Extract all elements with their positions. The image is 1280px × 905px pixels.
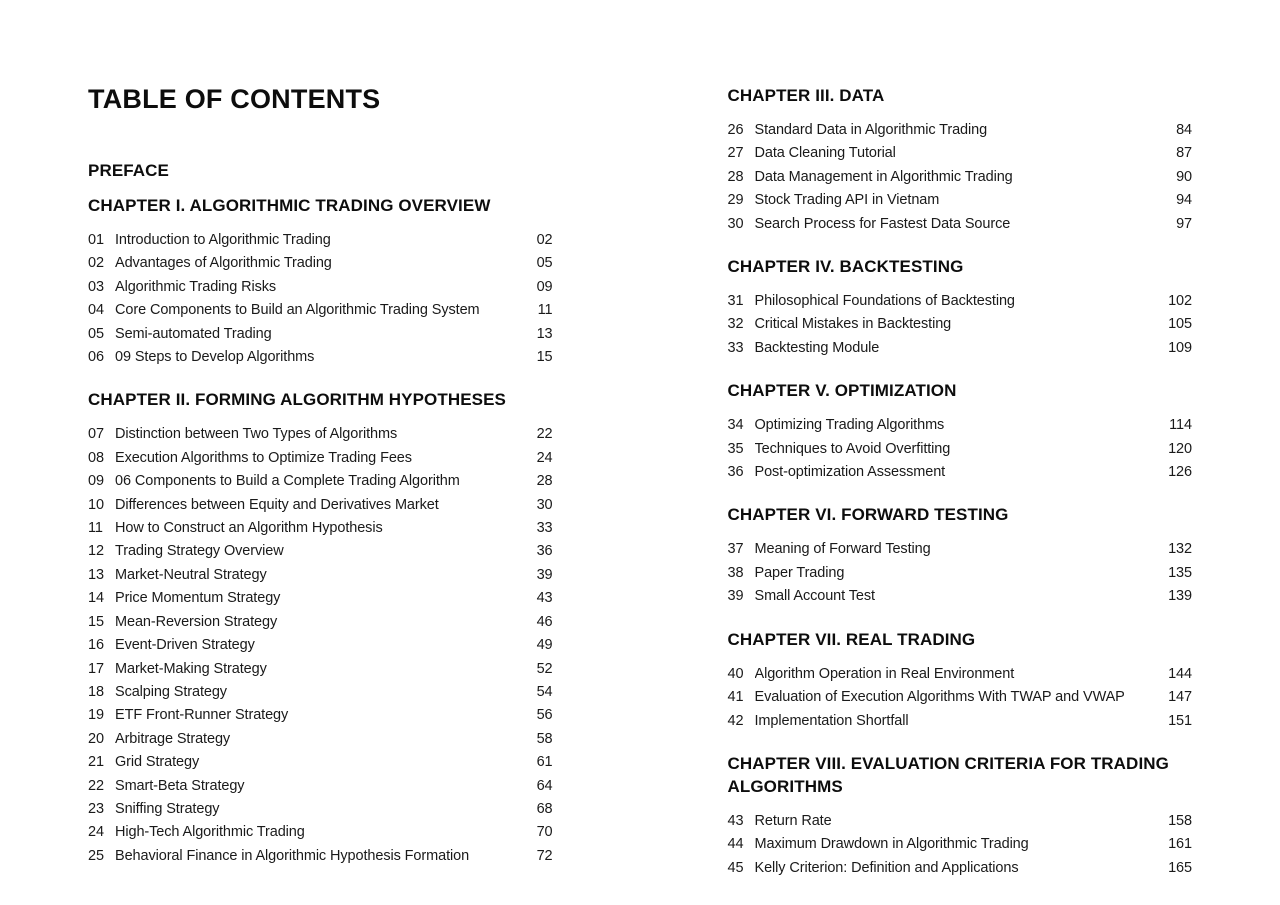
toc-entry: [728, 710, 1193, 733]
entry-title: Price Momentum Strategy: [115, 590, 281, 607]
entry-title: Post-optimization Assessment: [754, 464, 946, 481]
page-title: TABLE OF CONTENTS: [88, 84, 381, 114]
entry-list: [728, 414, 1193, 484]
entry-page: 158: [1168, 812, 1192, 829]
entry-list: [728, 119, 1193, 236]
entry-page: 126: [1168, 464, 1192, 481]
entry-title: Philosophical Foundations of Backtesting: [754, 293, 1015, 310]
entry-list: [728, 290, 1193, 360]
toc-entry: [728, 337, 1193, 360]
toc-entry: [728, 414, 1193, 437]
entry-list: [88, 423, 553, 868]
section-heading: CHAPTER VII. REAL TRADING: [727, 629, 976, 649]
entry-number: 04: [88, 302, 104, 319]
toc-sections-right: [728, 84, 1193, 899]
toc-entry: [728, 119, 1193, 142]
entry-page: 132: [1168, 541, 1192, 558]
entry-number: 02: [88, 255, 104, 272]
entry-title: Meaning of Forward Testing: [754, 541, 931, 558]
entry-number: 45: [727, 859, 744, 876]
entry-page: 70: [536, 824, 553, 841]
section-heading: PREFACE: [88, 161, 169, 180]
entry-page: 24: [536, 449, 553, 466]
toc-entry: [728, 810, 1193, 833]
entry-title: High-Tech Algorithmic Trading: [115, 824, 305, 841]
toc-entry: [88, 276, 553, 299]
entry-number: 30: [727, 215, 744, 232]
toc-entry: [88, 658, 553, 681]
toc-section: [88, 194, 553, 369]
entry-title: Market-Neutral Strategy: [115, 566, 267, 583]
toc-entry: [88, 587, 553, 610]
entry-number: 20: [88, 730, 104, 747]
entry-title: Trading Strategy Overview: [115, 543, 284, 560]
entry-page: 46: [536, 613, 553, 630]
entry-page: 94: [1176, 192, 1192, 209]
entry-page: 02: [536, 232, 553, 248]
entry-number: 40: [727, 665, 744, 682]
toc-entry: [88, 494, 553, 517]
entry-page: 30: [536, 496, 553, 513]
entry-number: 17: [88, 660, 104, 677]
toc-section: [728, 752, 1193, 880]
entry-number: 10: [88, 496, 104, 513]
entry-number: 09: [88, 473, 104, 490]
entry-number: 03: [88, 278, 104, 295]
entry-number: 23: [88, 800, 104, 817]
entry-page: 56: [536, 707, 553, 724]
toc-entry: [88, 611, 553, 634]
toc-entry: [88, 821, 553, 844]
entry-page: 135: [1168, 564, 1192, 581]
toc-entry: [88, 229, 553, 252]
entry-title: Introduction to Algorithmic Trading: [115, 232, 331, 248]
toc-entry: [728, 461, 1193, 484]
entry-title: Small Account Test: [754, 588, 875, 605]
entry-page: 68: [536, 800, 553, 817]
entry-page: 15: [536, 349, 553, 366]
entry-page: 84: [1176, 122, 1192, 138]
entry-title: Algorithm Operation in Real Environment: [754, 665, 1015, 682]
entry-number: 37: [727, 541, 744, 558]
toc-entry: [88, 775, 553, 798]
toc-entry: [88, 634, 553, 657]
entry-title: Data Cleaning Tutorial: [754, 145, 896, 162]
entry-title: Return Rate: [754, 812, 832, 829]
toc-entry: [88, 299, 553, 322]
entry-page: 33: [536, 520, 553, 537]
toc-entry: [88, 845, 553, 868]
toc-entry: [88, 704, 553, 727]
entry-number: 39: [727, 588, 744, 605]
entry-number: 16: [88, 637, 104, 654]
toc-entry: [88, 470, 553, 493]
entry-number: 19: [88, 707, 104, 724]
entry-page: 102: [1168, 293, 1192, 310]
entry-title: Stock Trading API in Vietnam: [754, 192, 940, 209]
entry-title: Execution Algorithms to Optimize Trading Fees: [115, 449, 412, 466]
entry-number: 01: [88, 232, 104, 248]
entry-number: 05: [88, 325, 104, 342]
entry-list: [728, 538, 1193, 608]
section-heading: CHAPTER VI. FORWARD TESTING: [727, 505, 1009, 525]
entry-page: 120: [1168, 440, 1192, 457]
entry-title: How to Construct an Algorithm Hypothesis: [115, 520, 383, 537]
entry-number: 29: [727, 192, 744, 209]
entry-page: 139: [1168, 588, 1192, 605]
entry-page: 52: [536, 660, 553, 677]
entry-title: Backtesting Module: [754, 339, 880, 356]
entry-title: Evaluation of Execution Algorithms With TWAP and VWAP: [754, 689, 1125, 706]
entry-title: Maximum Drawdown in Algorithmic Trading: [754, 836, 1029, 853]
toc-entry: [728, 686, 1193, 709]
entry-title: Scalping Strategy: [115, 683, 227, 700]
toc-section: [728, 628, 1193, 733]
entry-number: 08: [88, 449, 104, 466]
toc-section: [728, 84, 1193, 236]
entry-title: Critical Mistakes in Backtesting: [754, 316, 952, 333]
entry-title: Search Process for Fastest Data Source: [754, 215, 1011, 232]
entry-number: 42: [727, 712, 744, 729]
toc-entry: [728, 857, 1193, 880]
toc-sections-left: [88, 159, 553, 887]
entry-page: 72: [536, 847, 553, 864]
entry-number: 34: [727, 417, 744, 434]
toc-entry: [88, 798, 553, 821]
toc-section: [88, 159, 553, 182]
toc-entry: [88, 447, 553, 470]
entry-number: 32: [727, 316, 744, 333]
entry-page: 58: [536, 730, 553, 747]
entry-page: 114: [1169, 417, 1192, 434]
entry-page: 97: [1176, 215, 1192, 232]
entry-number: 24: [88, 824, 104, 841]
entry-title: Advantages of Algorithmic Trading: [115, 255, 332, 272]
entry-number: 18: [88, 683, 104, 700]
toc-entry: [88, 540, 553, 563]
toc-entry: [88, 728, 553, 751]
toc-entry: [728, 585, 1193, 608]
toc-entry: [728, 166, 1193, 189]
toc-entry: [728, 562, 1193, 585]
entry-title: Behavioral Finance in Algorithmic Hypothesis Formation: [115, 847, 470, 864]
entry-number: 33: [727, 339, 744, 356]
entry-number: 15: [88, 613, 104, 630]
toc-entry: [728, 438, 1193, 461]
section-heading: CHAPTER III. DATA: [727, 86, 885, 105]
toc-section: [728, 379, 1193, 484]
entry-page: 49: [536, 637, 553, 654]
section-heading: CHAPTER VIII. EVALUATION CRITERIA FOR TRADING ALGORITHMS: [727, 753, 1169, 796]
entry-number: 25: [88, 847, 104, 864]
entry-page: 61: [536, 754, 553, 771]
entry-title: Event-Driven Strategy: [115, 637, 255, 654]
entry-page: 11: [537, 302, 553, 319]
toc-entry: [88, 751, 553, 774]
entry-title: Arbitrage Strategy: [115, 730, 231, 747]
section-heading: CHAPTER V. OPTIMIZATION: [727, 381, 957, 401]
toc-entry: [88, 252, 553, 275]
entry-page: 161: [1168, 836, 1192, 853]
entry-number: 41: [727, 689, 744, 706]
section-heading: CHAPTER I. ALGORITHMIC TRADING OVERVIEW: [88, 196, 491, 215]
entry-title: 09 Steps to Develop Algorithms: [115, 349, 315, 366]
toc-entry: [728, 663, 1193, 686]
entry-title: Paper Trading: [754, 564, 845, 581]
entry-number: 14: [88, 590, 104, 607]
entry-page: 90: [1176, 168, 1192, 185]
toc-entry: [88, 564, 553, 587]
entry-number: 43: [727, 812, 744, 829]
entry-number: 27: [727, 145, 744, 162]
toc-section: [88, 388, 553, 868]
entry-title: Kelly Criterion: Definition and Applications: [754, 859, 1019, 876]
toc-entry: [88, 681, 553, 704]
toc-entry: [728, 142, 1193, 165]
entry-number: 36: [727, 464, 744, 481]
entry-number: 28: [727, 168, 744, 185]
toc-entry: [728, 189, 1193, 212]
entry-title: Algorithmic Trading Risks: [115, 278, 277, 295]
entry-page: 151: [1168, 712, 1192, 729]
entry-page: 64: [536, 777, 553, 794]
entry-number: 07: [88, 426, 104, 443]
entry-page: 43: [536, 590, 553, 607]
entry-page: 39: [536, 566, 553, 583]
entry-title: Techniques to Avoid Overfitting: [754, 440, 951, 457]
toc-entry: [88, 346, 553, 369]
toc-entry: [728, 290, 1193, 313]
entry-page: 105: [1168, 316, 1192, 333]
entry-title: Smart-Beta Strategy: [115, 777, 245, 794]
entry-number: 35: [727, 440, 744, 457]
toc-column-right: [727, 84, 1193, 876]
entry-number: 12: [88, 543, 104, 560]
section-heading: CHAPTER II. FORMING ALGORITHM HYPOTHESES: [88, 390, 506, 410]
entry-title: Mean-Reversion Strategy: [115, 613, 278, 630]
entry-title: Implementation Shortfall: [754, 712, 909, 729]
entry-list: [88, 229, 553, 369]
entry-page: 54: [536, 683, 553, 700]
entry-page: 144: [1168, 665, 1192, 682]
entry-list: [728, 810, 1193, 880]
entry-title: Core Components to Build an Algorithmic Trading System: [115, 302, 480, 319]
entry-page: 147: [1168, 689, 1192, 706]
toc-entry: [88, 323, 553, 346]
entry-page: 36: [536, 543, 553, 560]
entry-title: Differences between Equity and Derivatives Market: [115, 496, 439, 513]
entry-page: 05: [536, 255, 553, 272]
entry-title: 06 Components to Build a Complete Trading Algorithm: [115, 473, 460, 490]
entry-page: 109: [1168, 339, 1192, 356]
toc-section: [728, 503, 1193, 608]
entry-title: Optimizing Trading Algorithms: [754, 417, 945, 434]
entry-page: 09: [536, 278, 553, 295]
entry-number: 06: [88, 349, 104, 366]
entry-list: [728, 663, 1193, 733]
toc-entry: [88, 423, 553, 446]
toc-column-left: [88, 84, 553, 865]
entry-title: Grid Strategy: [115, 754, 200, 771]
entry-page: 22: [536, 426, 553, 443]
entry-number: 21: [88, 754, 104, 771]
entry-title: ETF Front-Runner Strategy: [115, 707, 289, 724]
entry-page: 165: [1168, 859, 1192, 876]
entry-number: 31: [727, 293, 744, 310]
entry-title: Data Management in Algorithmic Trading: [754, 168, 1013, 185]
section-heading: CHAPTER IV. BACKTESTING: [727, 257, 964, 277]
entry-number: 13: [88, 566, 104, 583]
entry-number: 11: [88, 520, 103, 537]
entry-title: Market-Making Strategy: [115, 660, 267, 677]
entry-title: Standard Data in Algorithmic Trading: [754, 122, 988, 138]
entry-title: Sniffing Strategy: [115, 800, 220, 817]
entry-page: 87: [1176, 145, 1192, 162]
entry-page: 28: [536, 473, 553, 490]
entry-number: 38: [727, 564, 744, 581]
toc-entry: [728, 538, 1193, 561]
entry-number: 22: [88, 777, 104, 794]
entry-title: Distinction between Two Types of Algorithms: [115, 426, 398, 443]
entry-page: 13: [536, 325, 553, 342]
toc-entry: [728, 313, 1193, 336]
entry-title: Semi-automated Trading: [115, 325, 272, 342]
toc-entry: [728, 833, 1193, 856]
toc-entry: [728, 213, 1193, 236]
toc-entry: [88, 517, 553, 540]
entry-number: 26: [727, 122, 744, 138]
toc-section: [728, 255, 1193, 360]
entry-number: 44: [727, 836, 744, 853]
